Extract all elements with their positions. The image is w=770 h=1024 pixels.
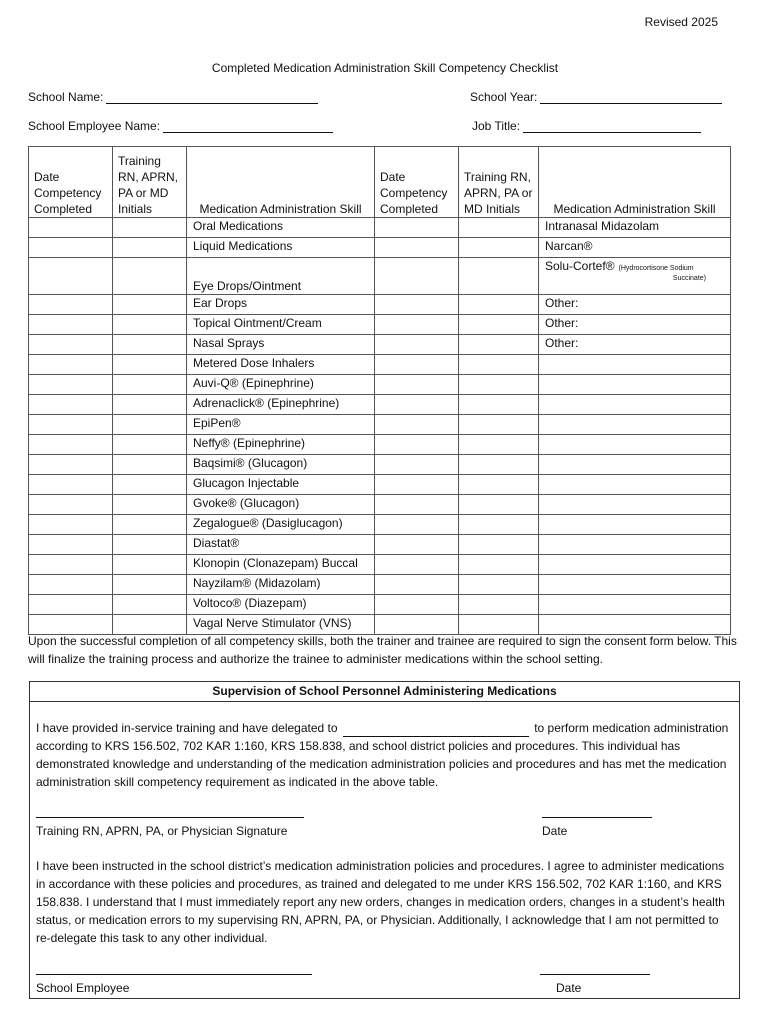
date-cell-right[interactable] [375,355,459,375]
employee-signature-label: School Employee [36,981,130,995]
initials-cell-left[interactable] [113,258,187,295]
date-cell-right[interactable] [375,475,459,495]
table-row [29,595,731,615]
col-date-left: Date Competency Completed [29,147,113,218]
initials-cell-right[interactable] [459,355,539,375]
date-cell-left[interactable] [29,535,113,555]
date-cell-left[interactable] [29,315,113,335]
initials-cell-left[interactable] [113,495,187,515]
date-cell-right[interactable] [375,555,459,575]
date-cell-right[interactable] [375,335,459,355]
skill-cell-right [539,395,731,415]
employee-date-label: Date [556,981,582,995]
skill-cell-left: Liquid Medications [187,238,375,258]
date-cell-right[interactable] [375,575,459,595]
skill-cell-left: Voltoco® (Diazepam) [187,595,375,615]
date-cell-right[interactable] [375,295,459,315]
col-training-right: Training RN, APRN, PA or MD Initials [459,147,539,218]
skill-cell-left: EpiPen® [187,415,375,435]
right-skill-label: Other: [545,296,579,310]
trainer-statement [36,719,732,791]
trainer-date-label: Date [542,824,568,838]
col-training-left: Training RN, APRN, PA or MD Initials [113,147,187,218]
table-row [29,495,731,515]
initials-cell-right[interactable] [459,535,539,555]
date-cell-left[interactable] [29,595,113,615]
table-row [29,475,731,495]
table-row [29,555,731,575]
date-cell-right[interactable] [375,455,459,475]
initials-cell-right[interactable] [459,495,539,515]
initials-cell-right[interactable] [459,335,539,355]
employee-name-field [28,119,333,133]
table-row [29,415,731,435]
delegate-name-input[interactable] [343,724,529,737]
skill-cell-left: Klonopin (Clonazepam) Buccal [187,555,375,575]
table-row [29,395,731,415]
table-row [29,375,731,395]
initials-cell-right[interactable] [459,258,539,295]
skill-cell-right [539,575,731,595]
date-cell-right[interactable] [375,395,459,415]
school-year-field [470,90,722,104]
date-cell-right[interactable] [375,258,459,295]
school-name-input[interactable] [106,91,318,104]
date-cell-left[interactable] [29,238,113,258]
initials-cell-right[interactable] [459,375,539,395]
initials-cell-left[interactable] [113,395,187,415]
skill-cell-right [539,455,731,475]
skill-cell-left: Topical Ointment/Cream [187,315,375,335]
date-cell-left[interactable] [29,475,113,495]
employee-name-input[interactable] [163,120,333,133]
initials-cell-right[interactable] [459,295,539,315]
employee-signature-line[interactable] [36,974,312,975]
job-title-field [472,119,701,133]
date-cell-left[interactable] [29,335,113,355]
initials-cell-right[interactable] [459,415,539,435]
skill-cell-left: Gvoke® (Glucagon) [187,495,375,515]
skill-cell-right [539,315,731,335]
table-row [29,575,731,595]
competency-table [28,146,731,635]
date-cell-right[interactable] [375,415,459,435]
date-cell-right[interactable] [375,435,459,455]
initials-cell-left[interactable] [113,555,187,575]
skill-cell-right [539,375,731,395]
date-cell-right[interactable] [375,238,459,258]
initials-cell-right[interactable] [459,218,539,238]
date-cell-left[interactable] [29,575,113,595]
initials-cell-right[interactable] [459,395,539,415]
col-date-right: Date Competency Completed [375,147,459,218]
initials-cell-left[interactable] [113,455,187,475]
date-cell-left[interactable] [29,355,113,375]
right-skill-label: Other: [545,336,579,350]
initials-cell-left[interactable] [113,335,187,355]
skill-cell-right [539,415,731,435]
skill-cell-right [539,515,731,535]
right-skill-label: Narcan® [545,239,593,253]
initials-cell-right[interactable] [459,455,539,475]
consent-instructions: Upon the successful completion of all competency skills, both the trainer and trainee are required to sign the consent form below. This will finalize the training process and authorize the trainee to administer medications within the school setting. [28,634,737,666]
initials-cell-left[interactable] [113,475,187,495]
skill-cell-right [539,218,731,238]
skill-cell-left: Oral Medications [187,218,375,238]
initials-cell-left[interactable] [113,218,187,238]
skill-cell-left: Eye Drops/Ointment [187,258,375,295]
initials-cell-right[interactable] [459,555,539,575]
skill-cell-left: Metered Dose Inhalers [187,355,375,375]
col-skill-left: Medication Administration Skill [187,147,375,218]
revised-date: Revised 2025 [644,15,718,29]
right-skill-label: Solu-Cortef® [545,259,615,273]
date-cell-left[interactable] [29,515,113,535]
employee-date-line[interactable] [540,974,650,975]
skill-cell-right [539,435,731,455]
solu-cortef-note: (Hydrocortisone Sodium [618,265,694,272]
date-cell-left[interactable] [29,395,113,415]
trainer-statement-start: I have provided in-service training and have delegated to [36,721,338,735]
table-row [29,355,731,375]
supervision-box [29,681,740,999]
skill-cell-right [539,495,731,515]
table-header-row [29,147,731,218]
table-row [29,335,731,355]
page-title: Completed Medication Administration Skill Competency Checklist [211,61,559,75]
table-row [29,218,731,238]
date-cell-left[interactable] [29,415,113,435]
skill-cell-left: Vagal Nerve Stimulator (VNS) [187,615,375,635]
date-cell-left[interactable] [29,435,113,455]
initials-cell-left[interactable] [113,315,187,335]
skill-cell-right [539,258,731,295]
table-row [29,295,731,315]
initials-cell-left[interactable] [113,295,187,315]
initials-cell-left[interactable] [113,535,187,555]
initials-cell-right[interactable] [459,435,539,455]
date-cell-left[interactable] [29,295,113,315]
skill-cell-left: Nasal Sprays [187,335,375,355]
trainer-signature-line[interactable] [36,817,304,818]
skill-cell-left: Adrenaclick® (Epinephrine) [187,395,375,415]
employee-name-label: School Employee Name: [28,119,161,133]
solu-cortef-note-2: Succinate) [672,275,706,282]
col-skill-right: Medication Administration Skill [539,147,731,218]
skill-cell-left: Auvi-Q® (Epinephrine) [187,375,375,395]
initials-cell-left[interactable] [113,238,187,258]
skill-cell-right [539,238,731,258]
right-skill-label: Other: [545,316,579,330]
initials-cell-right[interactable] [459,238,539,258]
date-cell-right[interactable] [375,595,459,615]
date-cell-right[interactable] [375,515,459,535]
initials-cell-left[interactable] [113,515,187,535]
initials-cell-right[interactable] [459,315,539,335]
trainer-statement-rest: to perform medication administration according to KRS 156.502, 702 KAR 1:160, KRS 158.838, and school district policies and procedures. This individual has demonstrated knowledge and understanding of the medication administration policies and procedures and has met the medication administration skill competency requirement as indicated in the above table. [36,721,729,789]
job-title-input[interactable] [523,120,701,133]
skill-cell-right [539,555,731,575]
skill-cell-left: Nayzilam® (Midazolam) [187,575,375,595]
skill-cell-left: Zegalogue® (Dasiglucagon) [187,515,375,535]
table-row [29,535,731,555]
employee-statement: I have been instructed in the school district’s medication administration policies and procedures. I agree to administer medications in accordance with these policies and procedures, as trained and delegated to me under KRS 156.502, 702 KAR 1:160, and KRS 158.838. I understand that I must immediately report any new orders, changes in medication orders, changes in a student’s health status, or medication errors to my supervising RN, APRN, PA, or Physician. Additionally, I acknowledge that I am not permitted to re-delegate this task to any other individual. [36,859,725,945]
date-cell-left[interactable] [29,218,113,238]
trainer-date-line[interactable] [542,817,652,818]
date-cell-right[interactable] [375,535,459,555]
date-cell-left[interactable] [29,258,113,295]
skill-cell-left: Neffy® (Epinephrine) [187,435,375,455]
skill-cell-right [539,475,731,495]
initials-cell-left[interactable] [113,435,187,455]
trainer-signature-label: Training RN, APRN, PA, or Physician Signature [36,824,288,838]
table-row [29,258,731,295]
table-row [29,315,731,335]
table-row [29,435,731,455]
skill-cell-right [539,355,731,375]
initials-cell-right[interactable] [459,515,539,535]
right-skill-label: Intranasal Midazolam [545,219,660,233]
initials-cell-left[interactable] [113,415,187,435]
table-row [29,515,731,535]
date-cell-left[interactable] [29,495,113,515]
date-cell-right[interactable] [375,315,459,335]
initials-cell-right[interactable] [459,575,539,595]
school-year-input[interactable] [540,91,722,104]
date-cell-right[interactable] [375,495,459,515]
initials-cell-left[interactable] [113,575,187,595]
skill-cell-right [539,335,731,355]
school-year-label: School Year: [470,90,538,104]
initials-cell-left[interactable] [113,355,187,375]
initials-cell-left[interactable] [113,375,187,395]
table-row [29,238,731,258]
supervision-title: Supervision of School Personnel Administering Medications [30,682,739,702]
initials-cell-right[interactable] [459,475,539,495]
skill-cell-right [539,535,731,555]
school-name-field [28,90,318,104]
initials-cell-right[interactable] [459,595,539,615]
school-name-label: School Name: [28,90,104,104]
skill-cell-left: Ear Drops [187,295,375,315]
date-cell-left[interactable] [29,555,113,575]
skill-cell-left: Glucagon Injectable [187,475,375,495]
table-row [29,455,731,475]
date-cell-left[interactable] [29,375,113,395]
initials-cell-left[interactable] [113,595,187,615]
skill-cell-right [539,295,731,315]
date-cell-left[interactable] [29,455,113,475]
skill-cell-left: Diastat® [187,535,375,555]
job-title-label: Job Title: [472,119,521,133]
date-cell-right[interactable] [375,375,459,395]
date-cell-right[interactable] [375,218,459,238]
skill-cell-left: Baqsimi® (Glucagon) [187,455,375,475]
skill-cell-right [539,595,731,615]
